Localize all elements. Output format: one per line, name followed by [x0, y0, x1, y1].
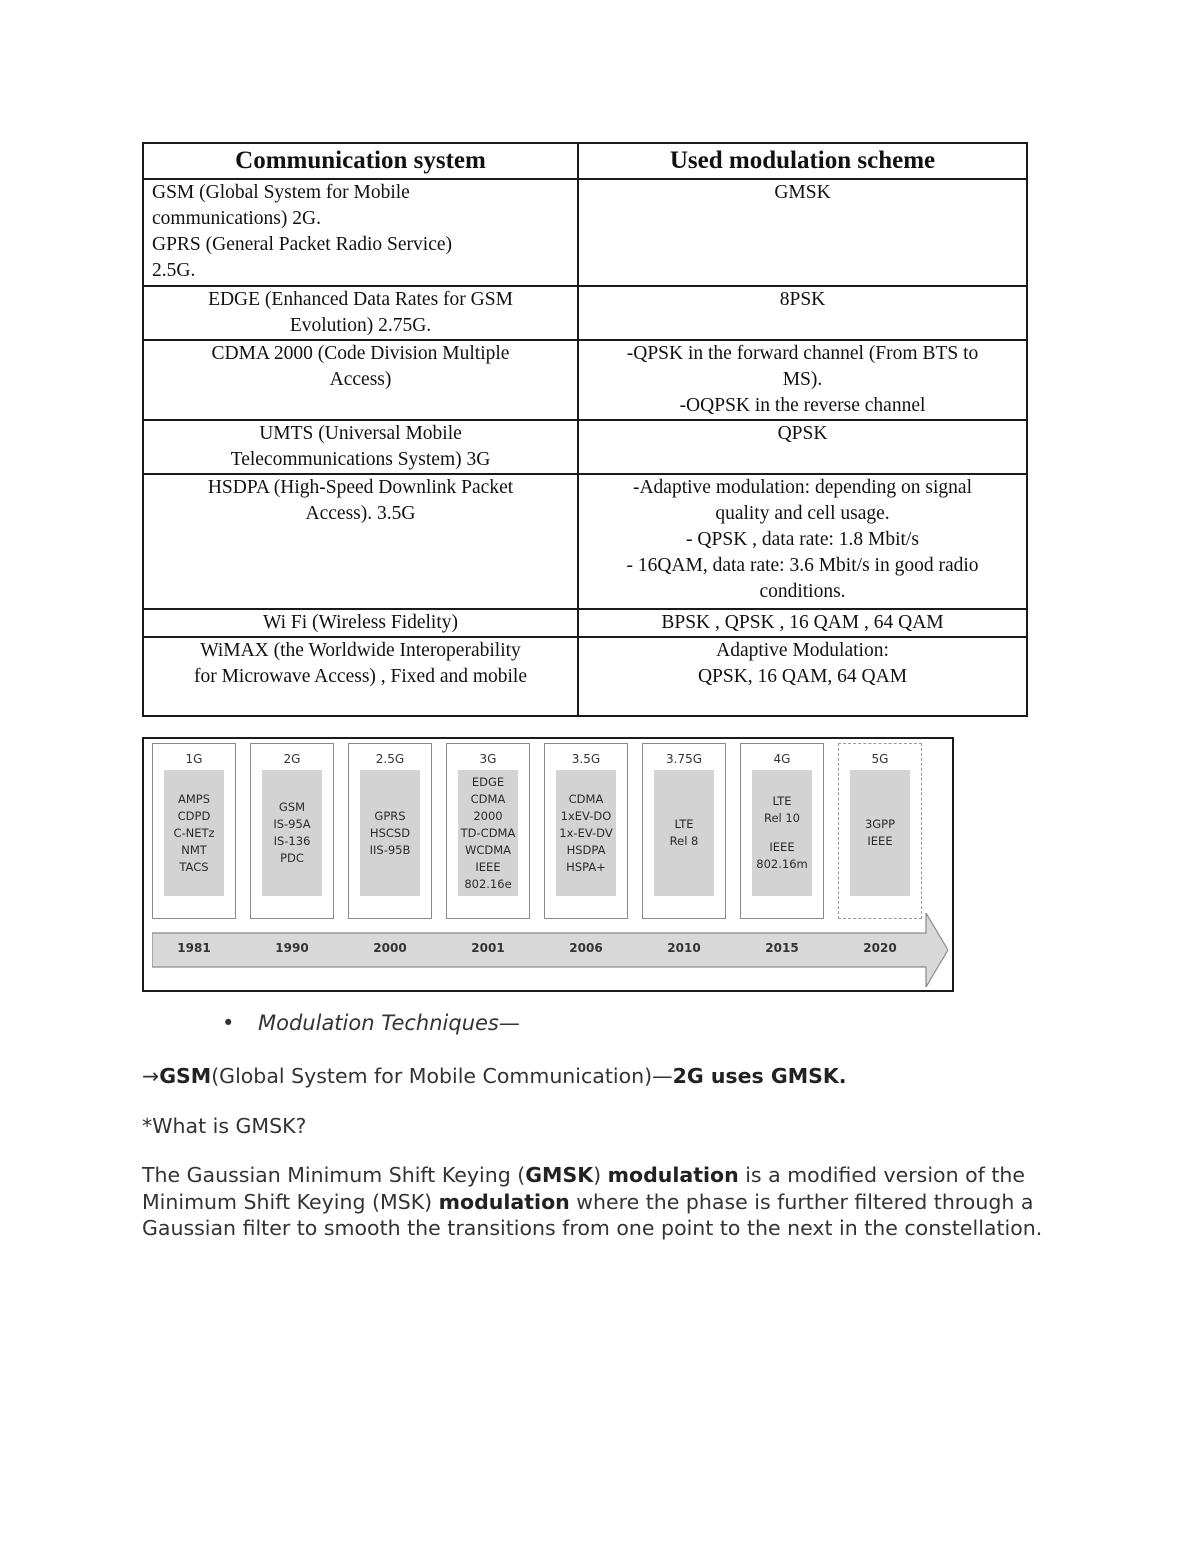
system-line: HSDPA (High-Speed Downlink Packet — [207, 477, 514, 498]
generation-tech-box — [752, 770, 812, 896]
generation-tech-box — [458, 770, 518, 896]
scheme-line: QPSK, 16 QAM, 64 QAM — [697, 666, 908, 687]
scheme-line: MS). — [782, 369, 823, 390]
system-line: 2.5G. — [152, 260, 196, 281]
system-cell — [143, 340, 578, 420]
generation-tech: 1xEV-DO — [560, 808, 612, 823]
gsm-uses-gmsk: 2G uses GMSK. — [672, 1064, 847, 1088]
generation-tech: C-NETz — [173, 825, 215, 840]
scheme-line: BPSK , QPSK , 16 QAM , 64 QAM — [661, 612, 944, 633]
bullet-text: Modulation Techniques— — [258, 1011, 520, 1035]
generation-tech: IEEE — [867, 834, 893, 848]
scheme-line: - 16QAM, data rate: 3.6 Mbit/s in good radio — [626, 555, 979, 576]
generation-year: 1981 — [177, 941, 211, 955]
generation-tech: CDPD — [177, 808, 211, 823]
generation-tech: IS-95A — [273, 817, 311, 831]
scheme-cell — [578, 420, 1027, 474]
para-bold-term: GMSK — [525, 1163, 594, 1187]
system-cell — [143, 179, 578, 286]
system-line: CDMA 2000 (Code Division Multiple — [211, 343, 510, 364]
header-communication-system: Communication system — [143, 143, 578, 179]
system-cell — [143, 286, 578, 340]
generation-tech: 2000 — [473, 809, 503, 823]
generation-tech: CDMA — [470, 792, 506, 806]
generations-timeline — [142, 737, 954, 992]
table-row — [143, 609, 1027, 637]
scheme-cell — [578, 474, 1027, 609]
generation-label: 1G — [185, 752, 203, 766]
generation-year: 2010 — [667, 941, 701, 955]
generation-label: 3.75G — [665, 752, 703, 766]
generation-card — [740, 743, 824, 919]
generation-year: 2000 — [373, 941, 407, 955]
generation-label: 3.5G — [571, 752, 601, 766]
generation-tech: IEEE — [475, 860, 501, 874]
para-text: where the phase is further filtered through a Gaussian filter to smooth the transitions from one point to the next in the constellation. — [142, 1189, 1043, 1240]
system-line: WiMAX (the Worldwide Interoperability — [200, 640, 521, 661]
generation-tech-box — [360, 770, 420, 896]
generation-tech: IS-136 — [273, 834, 311, 848]
scheme-cell — [578, 286, 1027, 340]
generation-tech: Rel 10 — [763, 811, 801, 825]
generation-year: 2020 — [863, 941, 897, 955]
generation-tech: HSDPA — [566, 842, 606, 857]
header-modulation-scheme: Used modulation scheme — [578, 143, 1027, 179]
system-cell — [143, 420, 578, 474]
system-line: Telecommunications System) 3G — [230, 449, 491, 470]
generation-tech: PDC — [280, 851, 304, 865]
scheme-cell — [578, 637, 1027, 716]
generation-tech-box — [556, 770, 616, 896]
generation-tech: TACS — [179, 859, 209, 874]
scheme-cell — [578, 340, 1027, 420]
generation-card — [544, 743, 628, 919]
generation-card — [446, 743, 530, 919]
gsm-line — [142, 1064, 847, 1088]
system-line: Wi Fi (Wireless Fidelity) — [262, 612, 459, 633]
generation-tech: IIS-95B — [369, 842, 411, 857]
generation-tech: 3GPP — [864, 817, 896, 831]
scheme-line: conditions. — [759, 581, 846, 602]
scheme-line: -QPSK in the forward channel (From BTS to — [626, 343, 979, 364]
para-bold-term: modulation — [438, 1189, 570, 1214]
table-row — [143, 179, 1027, 286]
generation-tech: LTE — [772, 794, 792, 808]
generation-tech-box — [850, 770, 910, 896]
generation-tech: CDMA — [568, 791, 604, 806]
generation-year: 2001 — [471, 941, 505, 955]
generation-tech: Rel 8 — [669, 834, 699, 848]
generation-tech-box — [164, 770, 224, 896]
arrow-glyph: → — [142, 1064, 160, 1088]
generation-tech: 802.16e — [464, 877, 512, 891]
scheme-cell — [578, 609, 1027, 637]
scheme-line: 8PSK — [779, 289, 826, 310]
generation-card — [642, 743, 726, 919]
scheme-line: -OQPSK in the reverse channel — [679, 395, 926, 416]
system-line: Access). 3.5G — [305, 503, 416, 524]
generation-card — [838, 743, 922, 919]
generation-tech: LTE — [674, 817, 694, 831]
generation-tech: EDGE — [471, 775, 505, 789]
scheme-line: - QPSK , data rate: 1.8 Mbit/s — [686, 529, 919, 550]
table-row — [143, 340, 1027, 420]
para-text: is a modified version of the Minimum Shift Keying (MSK) — [142, 1163, 1025, 1214]
system-cell — [143, 637, 578, 716]
table-row — [143, 637, 1027, 716]
generation-tech: IEEE — [769, 840, 795, 854]
generation-label: 2.5G — [375, 752, 405, 766]
generation-tech: AMPS — [177, 791, 211, 806]
what-is-gmsk: *What is GMSK? — [142, 1114, 307, 1138]
gmsk-paragraph — [142, 1162, 1062, 1242]
generation-label: 2G — [283, 752, 301, 766]
system-line: Evolution) 2.75G. — [289, 315, 432, 336]
scheme-line: -Adaptive modulation: depending on signal — [632, 477, 973, 498]
gsm-bold: GSM — [159, 1064, 212, 1088]
system-line: communications) 2G. — [152, 208, 321, 229]
table-header-row — [143, 143, 1027, 179]
scheme-line: QPSK — [777, 423, 828, 444]
system-line: UMTS (Universal Mobile — [259, 423, 462, 444]
scheme-cell — [578, 179, 1027, 286]
table-row — [143, 286, 1027, 340]
table-row — [143, 474, 1027, 609]
generation-tech-box — [262, 770, 322, 896]
system-line: for Microwave Access) , Fixed and mobile — [193, 666, 528, 687]
modulation-table — [142, 142, 1028, 717]
bullet-modulation-techniques — [222, 1011, 520, 1035]
generation-tech: 802.16m — [756, 857, 808, 871]
generation-tech: GPRS — [374, 808, 406, 823]
generation-year: 1990 — [275, 941, 309, 955]
generation-card — [152, 743, 236, 919]
generation-tech: 1x-EV-DV — [559, 825, 613, 840]
para-text: The Gaussian Minimum Shift Keying ( — [142, 1163, 526, 1187]
system-line: EDGE (Enhanced Data Rates for GSM — [208, 289, 513, 310]
generation-tech: HSCSD — [369, 825, 411, 840]
system-line: GSM (Global System for Mobile — [152, 182, 410, 203]
generation-label: 5G — [871, 752, 889, 766]
generation-tech-box — [654, 770, 714, 896]
system-line: GPRS (General Packet Radio Service) — [152, 234, 453, 255]
bullet-dot: • — [222, 1011, 235, 1035]
generation-tech: GSM — [278, 800, 306, 814]
scheme-line: GMSK — [774, 182, 831, 203]
system-cell — [143, 474, 578, 609]
gsm-description: (Global System for Mobile Communication)— — [211, 1064, 673, 1088]
para-bold-term: modulation — [607, 1163, 739, 1187]
generation-year: 2015 — [765, 941, 799, 955]
scheme-line: quality and cell usage. — [715, 503, 890, 524]
generation-label: 4G — [773, 752, 791, 766]
generation-card — [348, 743, 432, 919]
generation-label: 3G — [479, 752, 497, 766]
scheme-line: Adaptive Modulation: — [716, 640, 889, 661]
generation-tech: TD-CDMA — [460, 826, 516, 840]
system-cell — [143, 609, 578, 637]
generation-tech: NMT — [181, 842, 207, 857]
system-line: Access) — [329, 369, 392, 390]
generation-year: 2006 — [569, 941, 603, 955]
generation-card — [250, 743, 334, 919]
table-row — [143, 420, 1027, 474]
generation-tech: HSPA+ — [566, 859, 606, 874]
generation-tech: WCDMA — [464, 843, 512, 857]
para-text: ) — [593, 1163, 608, 1187]
